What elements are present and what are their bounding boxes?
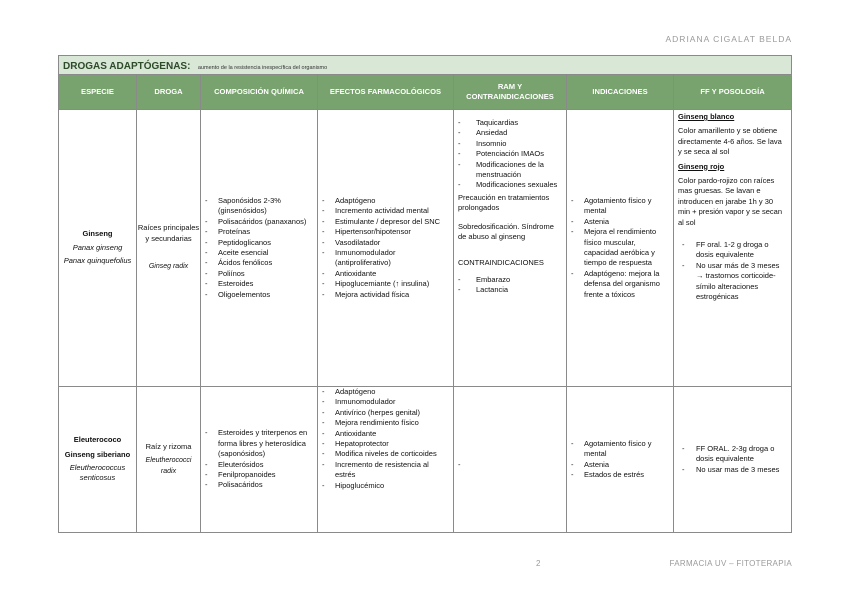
indicaciones-cell [567,387,674,533]
list-item: - No usar más de 3 meses → trastornos corticoide-símilo alteraciones estrogénicas [678,261,786,303]
list-item: - Fenilpropanoides [201,470,311,480]
droga-latin: Eleutherococci radix [145,457,192,475]
list-item: - Adaptógeno [318,196,447,206]
ram-sobredosis: Sobredosificación. Síndrome de abuso al ginseng [458,221,554,242]
efectos-cell [318,387,454,533]
table-title: DROGAS ADAPTÓGENAS: [63,61,191,72]
posologia-cell [674,110,792,387]
list-item: - Embarazo [454,275,562,285]
list-item: - Vasodilatador [318,238,447,248]
list-item: - Estados de estrés [567,470,667,480]
list-item: - Inmunomodulador (antiproliferativo) [318,248,447,269]
list-item: - FF oral. 1-2 g droga o dosis equivalente [678,240,786,261]
table-row [59,110,792,387]
composicion-cell [201,387,318,533]
list-item: - Esteroides y triterpenos en forma libres y heterosídica (saponósidos) [201,428,311,459]
list-item: - Modifica niveles de corticoides [318,449,447,459]
list-item: - Polisacáridos (panaxanos) [201,217,311,227]
list-item: - Lactancia [454,285,562,295]
especie-name: Ginseng siberiano [64,449,131,459]
list-item: - Inmunomodulador [318,397,447,407]
header-efectos: EFECTOS FARMACOLÓGICOS [318,75,454,110]
list-item: - Hipoglucémico [318,481,447,491]
header-droga: DROGA [137,75,201,110]
list-item: - Mejora actividad física [318,290,447,300]
list-item: - Astenia [567,217,667,227]
header-composicion: COMPOSICIÓN QUÍMICA [201,75,318,110]
header-ram: RAM Y CONTRAINDICACIONES [454,75,567,110]
list-item: - Antioxidante [318,269,447,279]
droga-name: Raíz y rizoma [145,441,192,451]
header-especie: ESPECIE [59,75,137,110]
header-posologia: FF Y POSOLOGÍA [674,75,792,110]
list-item: - Adaptógeno: mejora la defensa del organismo frente a tóxicos [567,269,667,300]
ram-cell [454,387,567,533]
list-item: - No usar mas de 3 meses [678,465,786,475]
list-item: - Antivírico (herpes genital) [318,408,447,418]
list-item: - Insomnio [454,139,562,149]
ram-cell [454,110,567,387]
especie-latin: Eleutherococcus senticosus [69,463,126,483]
efectos-cell [318,110,454,387]
list-item: - Aceite esencial [201,248,311,258]
header-author: ADRIANA CIGALAT BELDA [665,34,792,44]
table-row [59,387,792,533]
list-item: - Hipoglucemiante (↑ insulina) [318,279,447,289]
list-item: - Hepatoprotector [318,439,447,449]
especie-latin: Panax quinquefolius [63,256,132,266]
list-item: - Incremento de resistencia al estrés [318,460,447,481]
list-item: - Saponósidos 2-3% (ginsenósidos) [201,196,311,217]
especie-cell [59,110,137,387]
footer-page-number: 2 [536,559,541,568]
ginseng-blanco-title: Ginseng blanco [678,112,735,121]
list-item: - Estimulante / depresor del SNC [318,217,447,227]
list-item: - Mejora el rendimiento físico muscular, capacidad aeróbica y tiempo de respuesta [567,227,667,269]
list-item: - Potenciación IMAOs [454,149,562,159]
table-subtitle: aumento de la resistencia inespecífica del organismo [197,65,328,71]
ram-precaucion: Precaución en tratamientos prolongados [458,192,550,213]
especie-name: Ginseng [82,229,113,239]
indicaciones-cell [567,110,674,387]
posologia-cell [674,387,792,533]
list-item: - Modificaciones de la menstruación [454,160,562,181]
list-item: - Mejora rendimiento físico [318,418,447,428]
footer-title: FARMACIA UV – FITOTERAPIA [669,559,792,568]
list-item: - Taquicardias [454,118,562,128]
droga-cell [137,387,201,533]
table-title-cell [59,56,792,75]
list-item: - Modificaciones sexuales [454,180,562,190]
droga-latin: Ginseg radix [148,263,189,271]
list-item: - FF ORAL. 2-3g droga o dosis equivalente [678,444,786,465]
list-item: - Agotamiento físico y mental [567,196,667,217]
ginseng-rojo-text: Color pardo-rojizo con raíces mas gruesas. Se lavan e introducen en jarabe 1h y 30 min + presión vapor y se secan al sol [678,176,783,227]
list-item: - Poliínos [201,269,311,279]
list-item: - Ansiedad [454,128,562,138]
composicion-cell [201,110,318,387]
list-item: - Polisacáridos [201,480,311,490]
list-item: - Proteínas [201,227,311,237]
list-item: - Peptidoglicanos [201,238,311,248]
list-item: - Antioxidante [318,429,447,439]
droga-name: Raíces principales y secundarias [137,223,200,243]
list-item: - Ácidos fenólicos [201,258,311,268]
list-item: - Hipertensor/hipotensor [318,227,447,237]
ginseng-blanco-text: Color amarillento y se obtiene directamente 4-6 años. Se lava y se seca al sol [678,126,782,157]
list-item: - Esteroides [201,279,311,289]
especie-latin: Panax ginseng [72,242,123,252]
especie-cell [59,387,137,533]
list-item: - Astenia [567,460,667,470]
droga-cell [137,110,201,387]
especie-name: Eleuterococo [73,435,122,445]
list-item: - Adaptógeno [318,387,447,397]
list-item: - Eleuterósidos [201,460,311,470]
list-item: - Incremento actividad mental [318,206,447,216]
list-item: - Oligoelementos [201,290,311,300]
ginseng-rojo-title: Ginseng rojo [678,161,725,171]
header-indicaciones: INDICACIONES [567,75,674,110]
list-item: - Agotamiento físico y mental [567,439,667,460]
contraindicaciones-title: CONTRAINDICACIONES [458,258,544,268]
drogas-table [58,55,792,533]
